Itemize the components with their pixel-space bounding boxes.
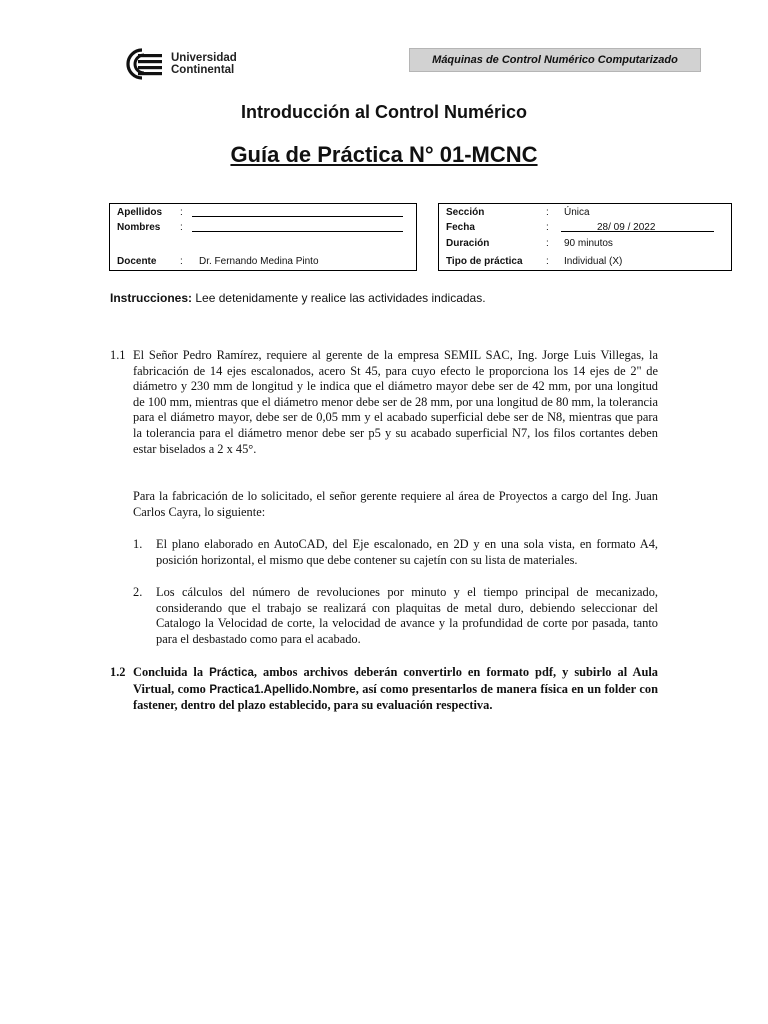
document-title: Introducción al Control Numérico	[240, 102, 527, 122]
list-item: El plano elaborado en AutoCAD, del Eje escalonado, en 2D y en una sola vista, en formato A4, posición horizontal, el mismo que debe contener su cajetín con su lista de materiales.	[156, 537, 658, 567]
guide-title: Guía de Práctica N° 01-MCNC	[230, 142, 538, 167]
apellidos-label: Apellidos	[117, 207, 163, 218]
colon: :	[546, 238, 549, 249]
colon: :	[180, 222, 183, 233]
fecha-label: Fecha	[446, 222, 475, 233]
tipo-value: Individual (X)	[564, 256, 623, 267]
instructions-text: Lee detenidamente y realice las actividades indicadas.	[192, 291, 486, 305]
tipo-label: Tipo de práctica	[446, 256, 523, 267]
logo-line-2: Continental	[171, 64, 235, 76]
logo-line-1: Universidad	[171, 51, 237, 64]
colon: :	[180, 256, 183, 267]
list-item-number: 1.	[133, 537, 143, 551]
fecha-value: 28/ 09 / 2022	[597, 222, 656, 233]
instructions	[110, 291, 486, 305]
colon: :	[546, 207, 549, 218]
course-name-banner: Máquinas de Control Numérico Computarizado	[409, 48, 701, 72]
section-number: 1.2	[110, 665, 126, 679]
file-name-format: Practica1.Apellido.Nombre	[209, 683, 356, 696]
nombres-field[interactable]	[192, 221, 403, 232]
section-number: 1.1	[110, 348, 126, 362]
text-run: Concluida la	[133, 665, 210, 679]
emphasis-practica: Práctica	[209, 667, 254, 679]
apellidos-field[interactable]	[192, 206, 403, 217]
list-item: Los cálculos del número de revoluciones por minuto y el tiempo principal de mecanizado, considerando que el trabajo se realizará con plaquitas de metal duro, debiendo seleccionar del Catalogo la Velocidad de corte, la velocidad de avance y la profundidad de corte por pasada, tanto para el desbastado como para el acabado.	[156, 585, 658, 646]
duracion-value: 90 minutos	[564, 238, 613, 249]
list-item-number: 2.	[133, 585, 143, 599]
duracion-label: Duración	[446, 238, 490, 249]
logo-text	[171, 52, 237, 77]
university-logo	[120, 47, 250, 81]
instructions-label: Instrucciones:	[110, 291, 193, 305]
seccion-label: Sección	[446, 207, 485, 218]
nombres-label: Nombres	[117, 222, 161, 233]
practice-info-box	[438, 203, 732, 271]
text-run: , ambos archivos deberán convertirlo en formato pdf, y subirlo al Aula Virtual, como	[133, 665, 658, 696]
colon: :	[546, 222, 549, 233]
docente-label: Docente	[117, 256, 157, 267]
colon: :	[180, 207, 183, 218]
section-1-2-paragraph	[133, 665, 658, 714]
section-1-1-paragraph: El Señor Pedro Ramírez, requiere al gerente de la empresa SEMIL SAC, Ing. Jorge Luis Villegas, la fabricación de 14 ejes escalonados, acero St 45, para cuyo efecto le proporciona los 14 ejes de 2" de diámetro y 230 mm de longitud y le indica que el diámetro mayor debe ser de 42 mm, por una longitud de 100 mm, mientras que el diámetro menor debe ser de 28 mm, por una longitud de 80 mm, la tolerancia para el diámetro mayor, debe ser de 0,05 mm y el acabado superficial debe ser de N8, mientras que para la tolerancia para el diámetro menor debe ser p5 y su acabado superficial N7, los filos cortantes deben estar biselados a 2 x 45°.	[133, 348, 658, 456]
student-info-box	[109, 203, 417, 271]
colon: :	[546, 256, 549, 267]
continental-logo-icon	[120, 48, 164, 80]
section-1-1-request: Para la fabricación de lo solicitado, el señor gerente requiere al área de Proyectos a cargo del Ing. Juan Carlos Cayra, lo siguiente:	[133, 489, 658, 519]
seccion-value: Única	[564, 207, 590, 218]
text-run: , así como presentarlos de manera física en un folder con fastener, dentro del plazo establecido, para su evaluación respectiva.	[133, 681, 658, 713]
docente-value: Dr. Fernando Medina Pinto	[199, 256, 319, 267]
